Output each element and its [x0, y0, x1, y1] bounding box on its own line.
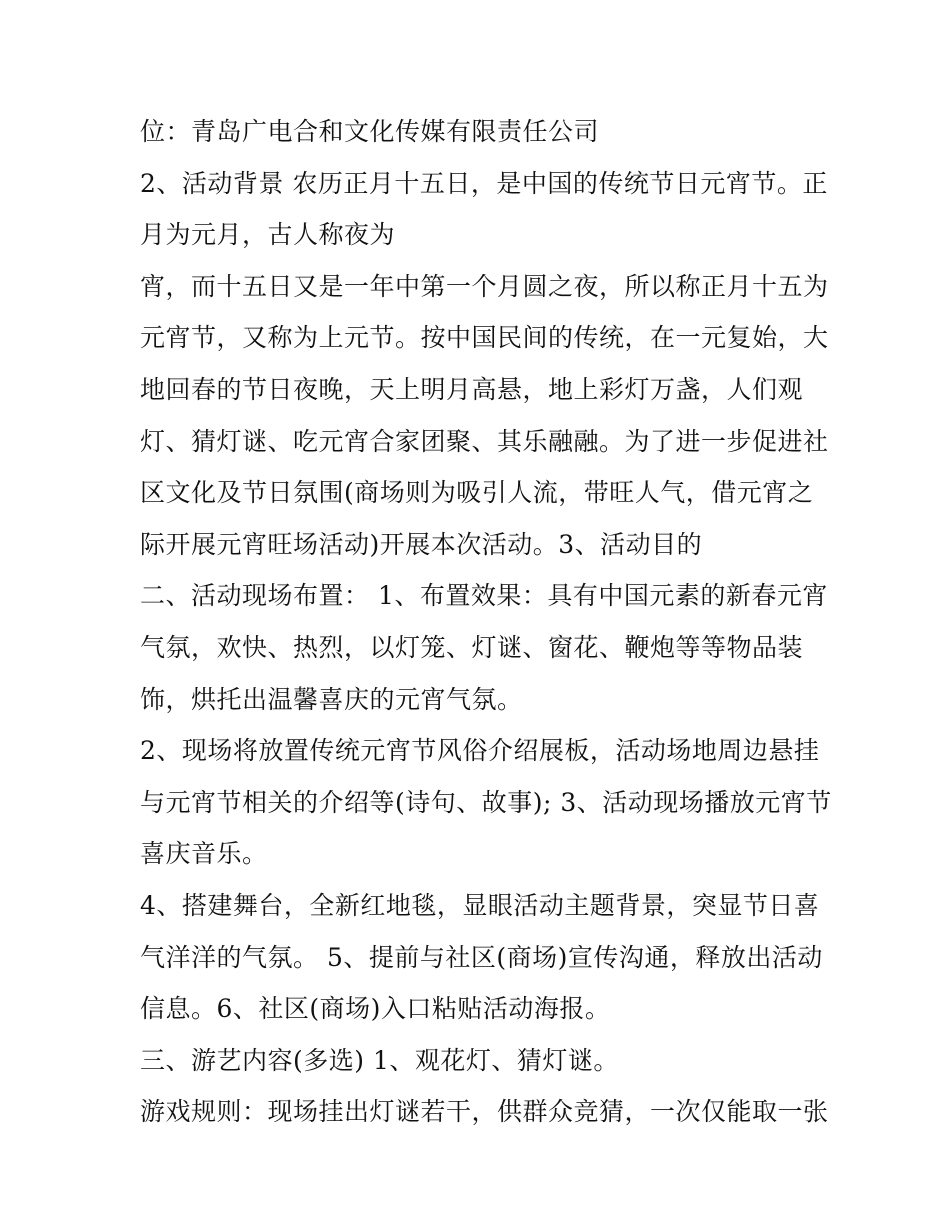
- text-line-objective: 际开展元宵旺场活动)开展本次活动。3、活动目的: [140, 529, 703, 559]
- text-line-background-heading: 2、活动背景 农历正月十五日，是中国的传统节日元宵节。正: [140, 168, 828, 198]
- text-line: 区文化及节日氛围(商场则为吸引人流，带旺人气，借元宵之: [140, 478, 814, 508]
- text-line: 灯、猜灯谜、吃元宵合家团聚、其乐融融。为了进一步促进社: [140, 426, 829, 456]
- text-line: 与元宵节相关的介绍等(诗句、故事); 3、活动现场播放元宵节: [140, 787, 832, 817]
- text-line-organizer: 位：青岛广电合和文化传媒有限责任公司: [140, 117, 600, 146]
- text-line: 气氛，欢快、热烈，以灯笼、灯谜、窗花、鞭炮等等物品装: [140, 632, 804, 662]
- text-line: 信息。6、社区(商场)入口粘贴活动海报。: [140, 994, 611, 1024]
- text-line: 元宵节，又称为上元节。按中国民间的传统，在一元复始，大: [140, 323, 829, 353]
- text-line: 地回春的节日夜晚，天上明月高悬，地上彩灯万盏，人们观: [140, 374, 804, 404]
- document-body: [140, 106, 832, 1138]
- text-line: 月为元月，古人称夜为: [140, 220, 396, 250]
- text-line: 4、搭建舞台，全新红地毯，显眼活动主题背景，突显节日喜: [140, 890, 820, 920]
- text-line: 宵，而十五日又是一年中第一个月圆之夜，所以称正月十五为: [140, 271, 829, 301]
- text-line-section-three-heading: 三、游艺内容(多选) 1、观花灯、猜灯谜。: [140, 1045, 619, 1075]
- text-line: 饰，烘托出温馨喜庆的元宵气氛。: [140, 684, 523, 714]
- text-line: 气洋洋的气氛。 5、提前与社区(商场)宣传沟通，释放出活动: [140, 942, 823, 972]
- text-line-game-rules: 游戏规则：现场挂出灯谜若干，供群众竞猜，一次仅能取一张: [140, 1097, 829, 1127]
- text-line-section-two-heading: 二、活动现场布置： 1、布置效果：具有中国元素的新春元宵: [140, 581, 828, 611]
- text-line: 喜庆音乐。: [140, 839, 268, 869]
- text-line: 2、现场将放置传统元宵节风俗介绍展板，活动场地周边悬挂: [140, 736, 820, 766]
